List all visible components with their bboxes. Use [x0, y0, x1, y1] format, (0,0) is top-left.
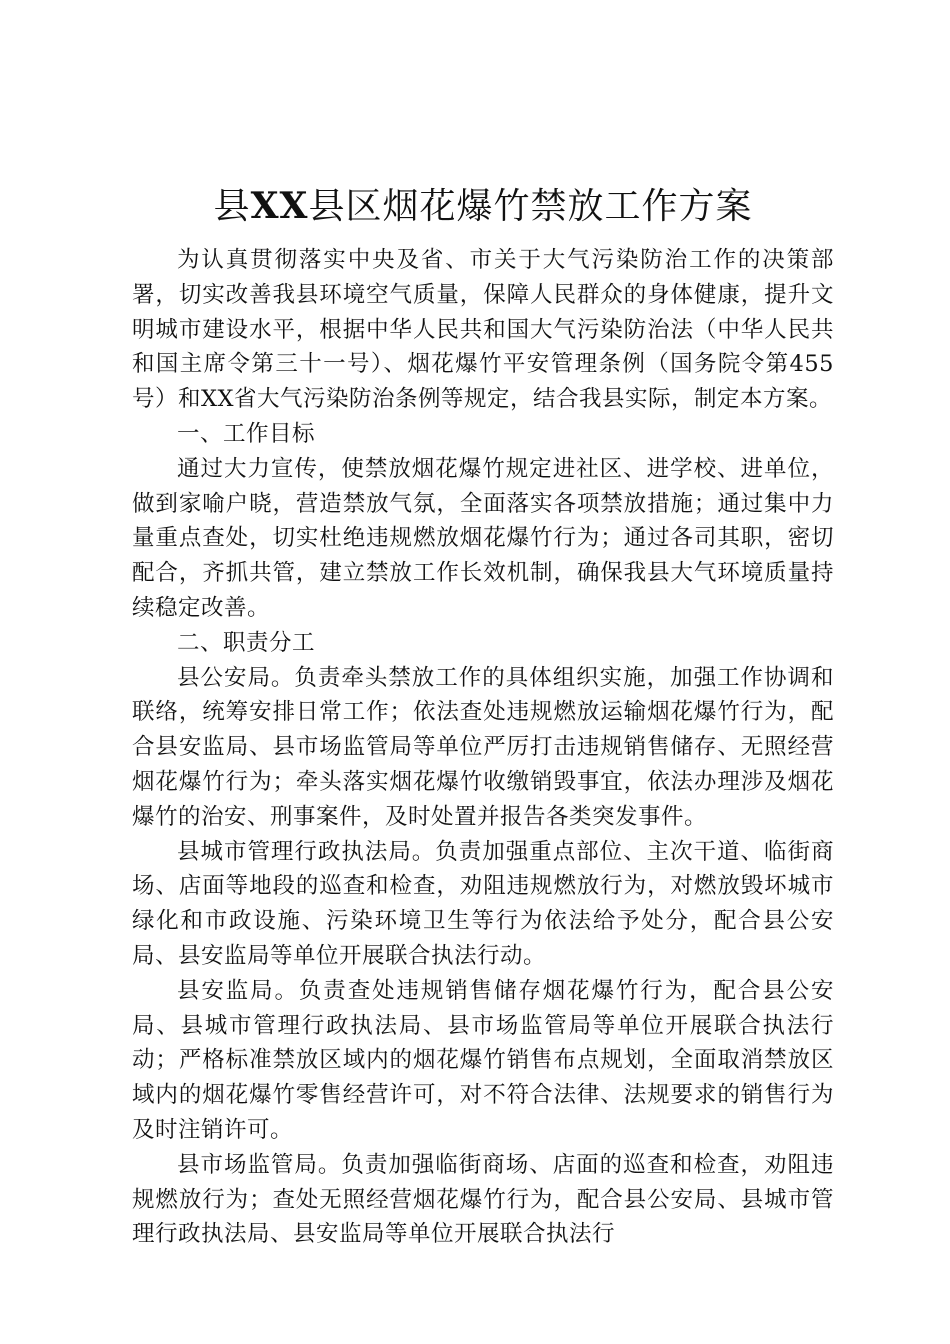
title-suffix: 县区烟花爆竹禁放工作方案: [308, 186, 753, 227]
document-page: [132, 178, 834, 1252]
goals-paragraph: 通过大力宣传，使禁放烟花爆竹规定进社区、进学校、进单位，做到家喻户晓，营造禁放气氛，全面落实各项禁放措施；通过集中力量重点查处，切实杜绝违规燃放烟花爆竹行为；通过各司其职，密切配合，齐抓共管，建立禁放工作长效机制，确保我县大气环境质量持续稳定改善。: [132, 455, 834, 621]
intro-paragraph: 为认真贯彻落实中央及省、市关于大气污染防治工作的决策部署，切实改善我县环境空气质量，保障人民群众的身体健康，提升文明城市建设水平，根据中华人民共和国大气污染防治法（中华人民共和国主席令第三十一号）、烟花爆竹平安管理条例（国务院令第455号）和XX省大气污染防治条例等规定，结合我县实际，制定本方案。: [132, 247, 834, 413]
duty-safety-supervision-paragraph: 县安监局。负责查处违规销售储存烟花爆竹行为，配合县公安局、县城市管理行政执法局、县市场监管局等单位开展联合执法行动；严格标准禁放区域内的烟花爆竹销售布点规划，全面取消禁放区域内的烟花爆竹零售经营许可，对不符合法律、法规要求的销售行为及时注销许可。: [132, 977, 834, 1143]
section-heading-duties: 二、职责分工: [177, 629, 316, 656]
title-prefix: 县: [213, 186, 251, 227]
title-latin: XX: [250, 185, 309, 227]
duty-urban-management-paragraph: 县城市管理行政执法局。负责加强重点部位、主次干道、临街商场、店面等地段的巡查和检查，劝阻违规燃放行为，对燃放毁坏城市绿化和市政设施、污染环境卫生等行为依法给予处分，配合县公安局、县安监局等单位开展联合执法行动。: [132, 838, 834, 969]
duty-police-paragraph: 县公安局。负责牵头禁放工作的具体组织实施，加强工作协调和联络，统筹安排日常工作；依法查处违规燃放运输烟花爆竹行为，配合县安监局、县市场监管局等单位严厉打击违规销售储存、无照经营烟花爆竹行为；牵头落实烟花爆竹收缴销毁事宜，依法办理涉及烟花爆竹的治安、刑事案件，及时处置并报告各类突发事件。: [132, 664, 834, 830]
section-heading-goals: 一、工作目标: [177, 420, 316, 447]
document-title: [132, 178, 834, 235]
duty-market-supervision-paragraph: 县市场监管局。负责加强临街商场、店面的巡查和检查，劝阻违规燃放行为；查处无照经营烟花爆竹行为，配合县公安局、县城市管理行政执法局、县安监局等单位开展联合执法行: [132, 1151, 834, 1248]
